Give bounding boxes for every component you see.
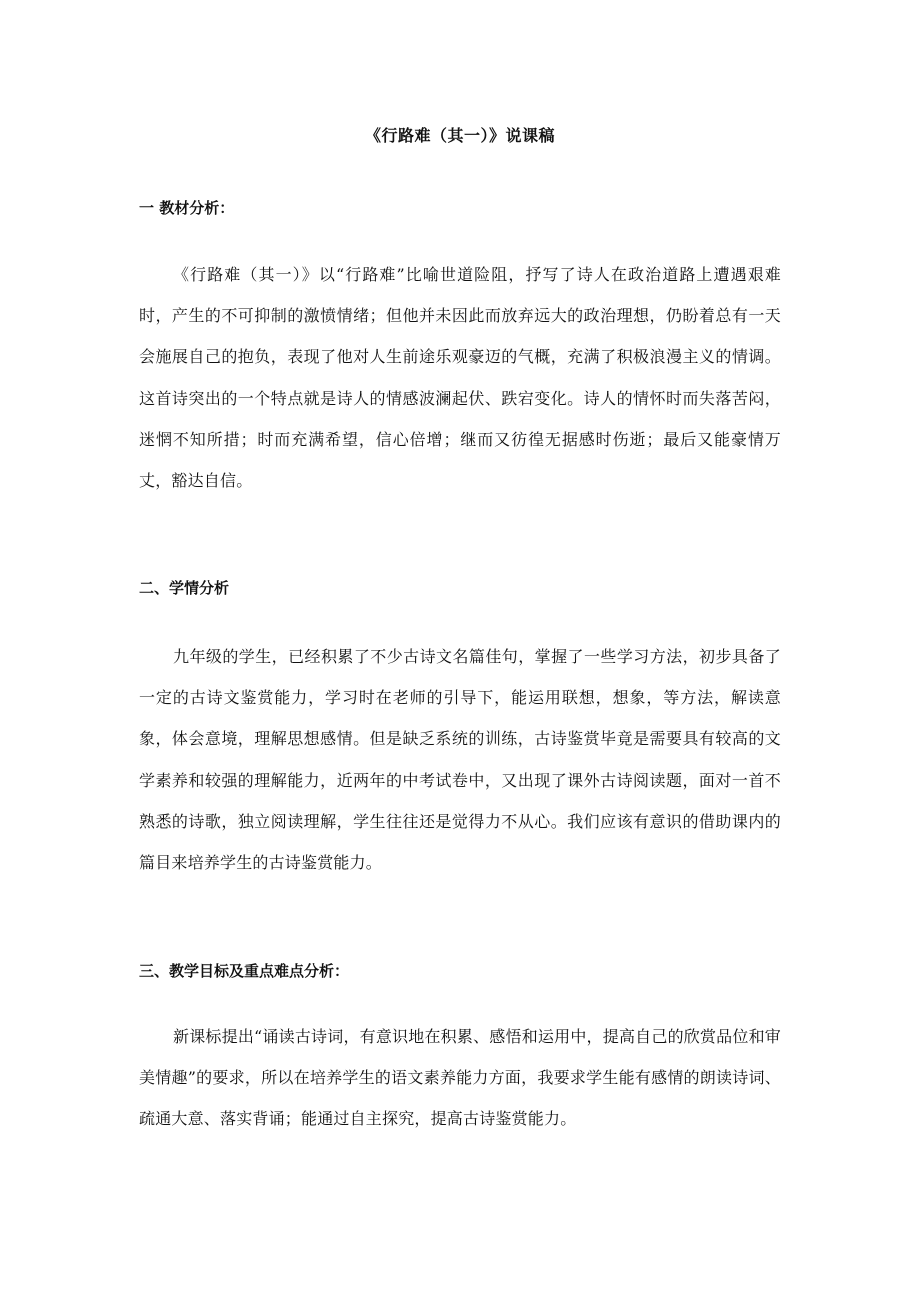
section-heading-textbook-analysis: 一 教材分析：: [139, 199, 235, 217]
section-body-student-analysis: 九年级的学生，已经积累了不少古诗文名篇佳句，掌握了一些学习方法，初步具备了一定的古诗文鉴赏能力，学习时在老师的引导下，能运用联想，想象，等方法，解读意象，体会意境，理解思想感情。但是缺乏系统的训练，古诗鉴赏毕竟是需要具有较高的文学素养和较强的理解能力，近两年的中考试卷中，又出现了课外古诗阅读题，面对一首不熟悉的诗歌，独立阅读理解，学生往往还是觉得力不从心。我们应该有意识的借助课内的篇目来培养学生的古诗鉴赏能力。: [139, 647, 781, 873]
section-body-teaching-goals: 新课标提出“诵读古诗词，有意识地在积累、感悟和运用中，提高自己的欣赏品位和审美情趣”的要求，所以在培养学生的语文素养能力方面，我要求学生能有感情的朗读诗词、疏通大意、落实背诵；能通过自主探究，提高古诗鉴赏能力。: [139, 1027, 781, 1129]
section-heading-teaching-goals: 三、教学目标及重点难点分析：: [139, 962, 350, 980]
section-heading-student-analysis: 二、学情分析: [139, 579, 230, 597]
section-body-textbook-analysis: 《行路难（其一）》以“行路难”比喻世道险阻，抒写了诗人在政治道路上遭遇艰难时，产生的不可抑制的激愤情绪；但他并未因此而放弃远大的政治理想，仍盼着总有一天会施展自己的抱负，表现了他对人生前途乐观豪迈的气概，充满了积极浪漫主义的情调。这首诗突出的一个特点就是诗人的情感波澜起伏、跌宕变化。诗人的情怀时而失落苦闷，迷惘不知所措；时而充满希望，信心倍增；继而又彷徨无据感时伤逝；最后又能豪情万丈，豁达自信。: [139, 265, 781, 491]
document-title: 《行路难（其一）》说课稿: [364, 126, 555, 145]
